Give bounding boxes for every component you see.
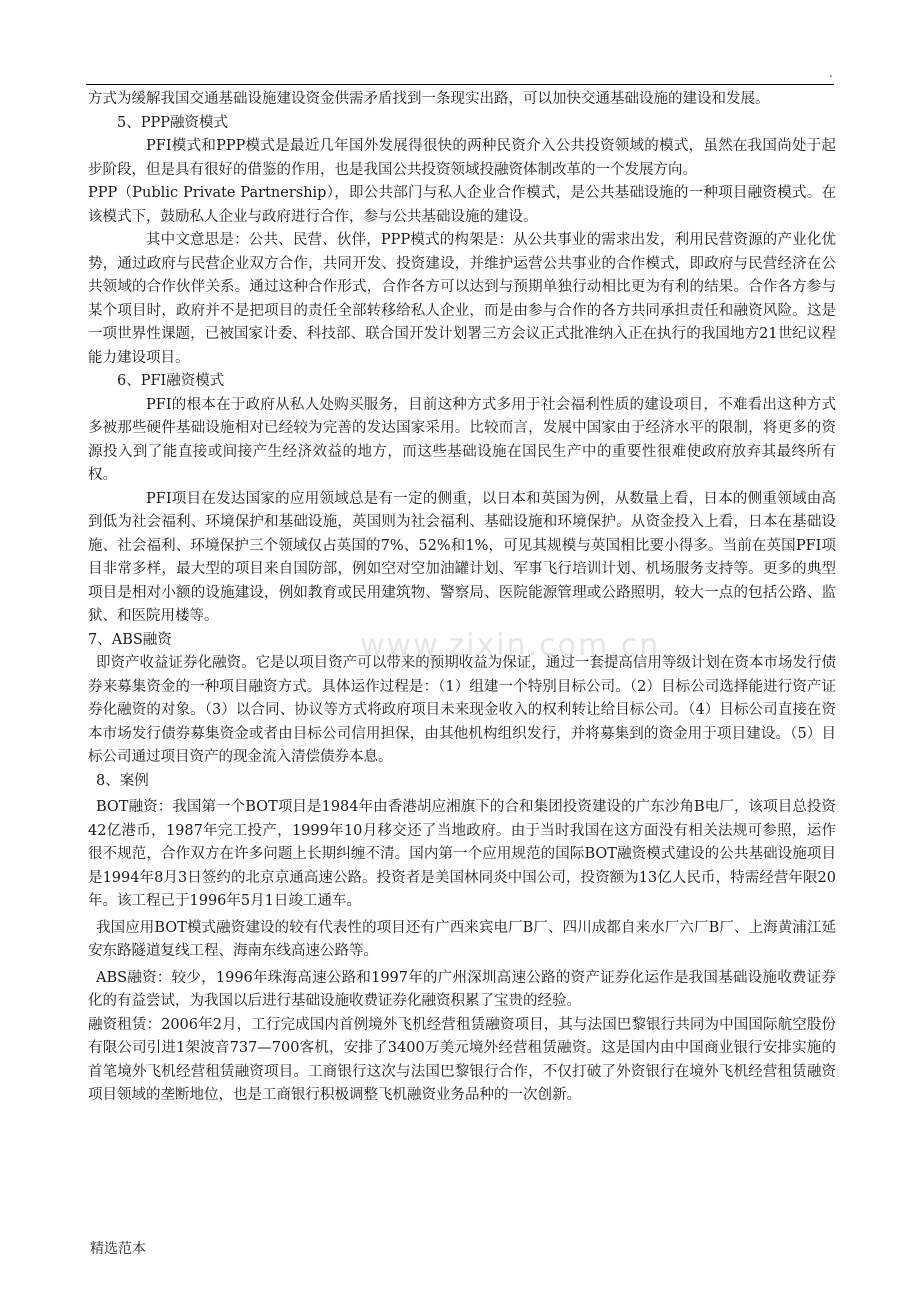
paragraph-continuation: 方式为缓解我国交通基础设施建设资金供需矛盾找到一条现实出路，可以加快交通基础设施的建设和发展。 xyxy=(88,91,770,107)
section-heading-ppp: 5、PPP融资模式 xyxy=(117,114,228,131)
paragraph-abs-case: ABS融资：较少，1996年珠海高速公路和1997年的广州深圳高速公路的资产证券化运作是我国基础设施收费证券化的有益尝试，为我国以后进行基础设施收费证券化融资积累了宝贵的经验。 xyxy=(88,969,836,1009)
paragraph-ppp-definition: PPP（Public Private Partnership），即公共部门与私人企业合作模式，是公共基础设施的一种项目融资模式。在该模式下，鼓励私人企业与政府进行合作，参与公共基础设施的建设。 xyxy=(88,185,836,225)
document-body xyxy=(88,88,836,1108)
paragraph-leasing-case: 融资租赁：2006年2月，工行完成国内首例境外飞机经营租赁融资项目，其与法国巴黎银行共同为中国国际航空股份有限公司引进1架波音737—700客机，安排了3400万美元境外经营租赁融资。这是国内由中国商业银行安排实施的首笔境外飞机经营租赁融资项目。工商银行这次与法国巴黎银行合作，不仅打破了外资银行在境外飞机经营租赁融资项目领域的垄断地位，也是工商银行积极调整飞机融资业务品种的一次创新。 xyxy=(88,1016,836,1103)
section-heading-pfi: 6、PFI融资模式 xyxy=(117,373,225,389)
paragraph-pfi-essence: PFI的根本在于政府从私人处购买服务，目前这种方式多用于社会福利性质的建设项目，不难看出这种方式多被那些硬件基础设施相对已经较为完善的发达国家采用。比较而言，发展中国家由于经济水平的限制，将更多的资源投入到了能直接或间接产生经济效益的地方，而这些基础设施在国民生产中的重要性很难使政府放弃其最终所有权。 xyxy=(88,396,836,483)
paragraph-ppp-meaning: 其中文意思是：公共、民营、伙伴，PPP模式的构架是：从公共事业的需求出发，利用民营资源的产业化优势，通过政府与民营企业双方合作，共同开发、投资建设，并维护运营公共事业的合作模式，即政府与民营经济在公共领域的合作伙伴关系。通过这种合作形式，合作各方可以达到与预期单独行动相比更为有利的结果。合作各方参与某个项目时，政府并不是把项目的责任全部转移给私人企业，而是由参与合作的各方共同承担责任和融资风险。这是一项世界性课题，已被国家计委、科技部、联合国开发计划署三方会议正式批准纳入正在执行的我国地方21世纪议程能力建设项目。 xyxy=(88,232,836,366)
paragraph-bot-case: BOT融资：我国第一个BOT项目是1984年由香港胡应湘旗下的合和集团投资建设的广东沙角B电厂，该项目总投资42亿港币，1987年完工投产，1999年10月移交还了当地政府。由于当时我国在这方面没有相关法规可参照，运作很不规范，合作双方在许多问题上长期纠缠不清。国内第一个应用规范的国际BOT融资模式建设的公共基础设施项目是1994年8月3日签约的北京京通高速公路。投资者是美国林同炎中国公司，投资额为13亿人民币，特需经营年限20年。该工程已于1996年5月1日竣工通车。 xyxy=(88,799,836,909)
header-mark: . xyxy=(829,66,833,80)
section-heading-cases: 8、案例 xyxy=(96,772,149,789)
header-rule xyxy=(86,84,834,85)
paragraph-bot-examples: 我国应用BOT模式融资建设的较有代表性的项目还有广西来宾电厂B厂、四川成都自来水厂六厂B厂、上海黄浦江延安东路隧道复线工程、海南东线高速公路等。 xyxy=(88,919,836,959)
paragraph-pfi-ppp-intro: PFI模式和PPP模式是最近几年国外发展得很快的两种民资介入公共投资领域的模式，虽然在我国尚处于起步阶段，但是具有很好的借鉴的作用，也是我国公共投资领域投融资体制改革的一个发展方向。 xyxy=(88,138,836,178)
watermark: www.zixin.com.cn xyxy=(360,628,661,663)
paragraph-pfi-applications: PFI项目在发达国家的应用领域总是有一定的侧重，以日本和英国为例，从数量上看，日本的侧重领域由高到低为社会福利、环境保护和基础设施，英国则为社会福利、基础设施和环境保护。从资金投入上看，日本在基础设施、社会福利、环境保护三个领域仅占英国的7%、52%和1%，可见其规模与英国相比要小得多。当前在英国PFI项目非常多样，最大型的项目来自国防部，例如空对空加油罐计划、军事飞行培训计划、机场服务支持等。更多的典型项目是相对小额的设施建设，例如教育或民用建筑物、警察局、医院能源管理或公路照明，较大一点的包括公路、监狱、和医院用楼等。 xyxy=(88,490,836,624)
paragraph-abs-definition: 即资产收益证券化融资。它是以项目资产可以带来的预期收益为保证，通过一套提高信用等级计划在资本市场发行债券来募集资金的一种项目融资方式。具体运作过程是：（1）组建一个特别目标公司。（2）目标公司选择能进行资产证券化融资的对象。（3）以合同、协议等方式将政府项目未来现金收入的权利转让给目标公司。（4）目标公司直接在资本市场发行债券募集资金或者由目标公司信用担保，由其他机构组织发行，并将募集到的资金用于项目建设。（5）目标公司通过项目资产的现金流入清偿债券本息。 xyxy=(88,655,836,765)
section-heading-abs: 7、ABS融资 xyxy=(88,631,172,648)
footer-label: 精选范本 xyxy=(90,1241,146,1257)
